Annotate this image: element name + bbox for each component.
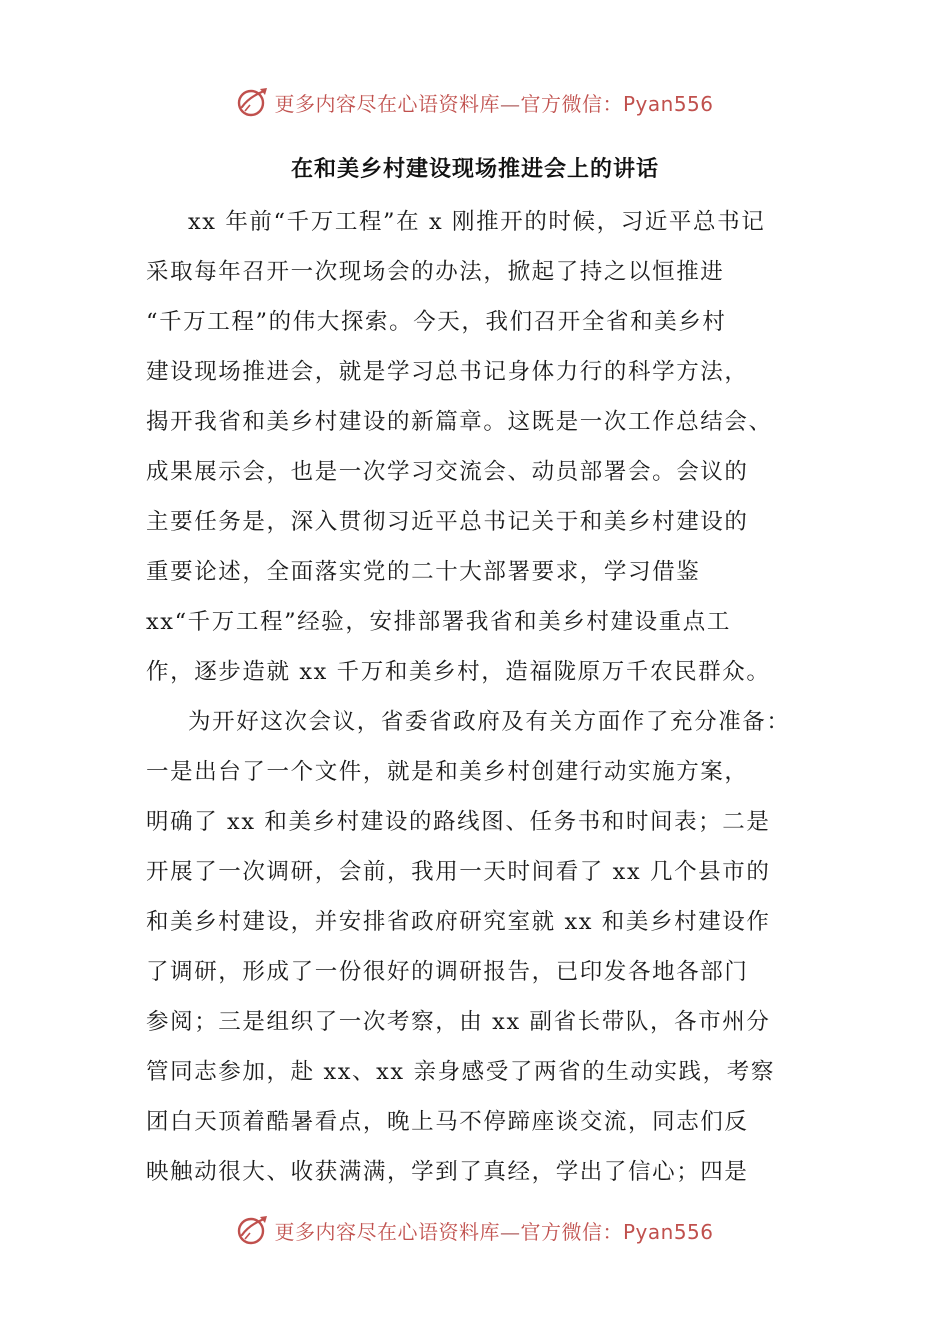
pen-logo-icon	[236, 1213, 270, 1247]
text-line: xx 年前“千万工程”在 x 刚推开的时候，习近平总书记	[188, 209, 766, 235]
text-line: 成果展示会，也是一次学习交流会、动员部署会。会议的	[146, 459, 749, 485]
banner-contact-label: 官方微信：	[520, 1219, 623, 1244]
text-line: 了调研，形成了一份很好的调研报告，已印发各地各部门	[146, 959, 749, 985]
text-line: 团白天顶着酷暑看点，晚上马不停蹄座谈交流，同志们反	[146, 1109, 749, 1135]
banner-handle: Pyan556	[622, 91, 714, 116]
document-title: 在和美乡村建设现场推进会上的讲话	[290, 157, 659, 182]
text-line: 采取每年召开一次现场会的办法，掀起了持之以恒推进	[146, 259, 725, 285]
text-line: 明确了 xx 和美乡村建设的路线图、任务书和时间表；二是	[146, 809, 771, 835]
pen-logo-icon	[236, 85, 270, 119]
text-line: 揭开我省和美乡村建设的新篇章。这既是一次工作总结会、	[146, 409, 773, 435]
banner-handle: Pyan556	[622, 1219, 714, 1244]
text-line: xx“千万工程”经验，安排部署我省和美乡村建设重点工	[146, 609, 731, 635]
text-line: 主要任务是，深入贯彻习近平总书记关于和美乡村建设的	[146, 509, 749, 535]
text-line: 重要论述，全面落实党的二十大部署要求，学习借鉴	[146, 559, 701, 585]
banner-separator: —	[499, 91, 521, 116]
document-body	[146, 197, 806, 1197]
banner-separator: —	[499, 1219, 521, 1244]
banner-main-text: 更多内容尽在心语资料库	[274, 1219, 500, 1244]
banner-contact-label: 官方微信：	[520, 91, 623, 116]
text-line: 管同志参加，赴 xx、xx 亲身感受了两省的生动实践，考察	[146, 1059, 775, 1085]
text-line: 建设现场推进会，就是学习总书记身体力行的科学方法，	[146, 359, 749, 385]
text-line: 开展了一次调研，会前，我用一天时间看了 xx 几个县市的	[146, 859, 771, 885]
footer-watermark-banner	[0, 1210, 950, 1250]
banner-main-text: 更多内容尽在心语资料库	[274, 91, 500, 116]
text-line: 映触动很大、收获满满，学到了真经，学出了信心；四是	[146, 1159, 749, 1185]
text-line: 参阅；三是组织了一次考察，由 xx 副省长带队，各市州分	[146, 1009, 771, 1035]
text-line: 和美乡村建设，并安排省政府研究室就 xx 和美乡村建设作	[146, 909, 771, 935]
header-watermark-banner	[0, 82, 950, 122]
text-line: 为开好这次会议，省委省政府及有关方面作了充分准备：	[188, 709, 791, 735]
text-line: “千万工程”的伟大探索。今天，我们召开全省和美乡村	[146, 309, 727, 335]
text-line: 一是出台了一个文件，就是和美乡村创建行动实施方案，	[146, 759, 749, 785]
text-line: 作，逐步造就 xx 千万和美乡村，造福陇原万千农民群众。	[146, 659, 771, 685]
